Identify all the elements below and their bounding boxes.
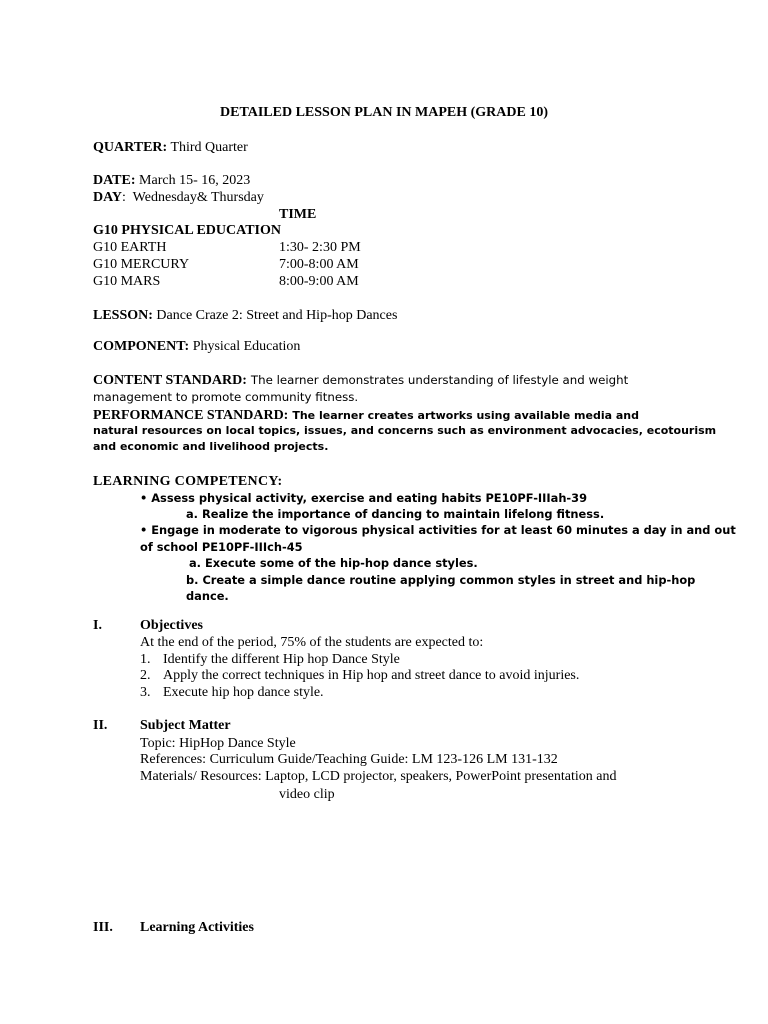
competency-bullet-1: • Assess physical activity, exercise and eating habits PE10PF-IIIah-39 bbox=[140, 491, 588, 505]
component-value: Physical Education bbox=[192, 339, 301, 354]
competency-sub-item: b. Create a simple dance routine applying common styles in street and hip-hop bbox=[186, 573, 696, 587]
schedule-row-name: G10 MARS bbox=[93, 274, 161, 289]
component-label: COMPONENT: bbox=[93, 339, 190, 354]
schedule-row-time: 7:00-8:00 AM bbox=[279, 257, 359, 272]
schedule-row-time: 1:30- 2:30 PM bbox=[279, 240, 361, 255]
schedule-title: G10 PHYSICAL EDUCATION bbox=[93, 223, 281, 238]
content-standard-text: The learner demonstrates understanding of lifestyle and weight bbox=[250, 373, 629, 387]
competency-bullet-2: • Engage in moderate to vigorous physical activities for at least 60 minutes a day in and out bbox=[140, 523, 736, 537]
section-number: II. bbox=[93, 718, 108, 733]
subject-topic: Topic: HipHop Dance Style bbox=[140, 736, 296, 751]
component-line bbox=[93, 338, 300, 355]
subject-references: References: Curriculum Guide/Teaching Guide: LM 123-126 LM 131-132 bbox=[140, 752, 558, 767]
day-label: DAY bbox=[93, 190, 123, 205]
lesson-line bbox=[93, 307, 397, 324]
competency-sub-item: a. Execute some of the hip-hop dance styles. bbox=[189, 556, 478, 570]
performance-standard-line1 bbox=[93, 406, 639, 424]
subject-materials-cont: video clip bbox=[279, 787, 335, 802]
lesson-label: LESSON: bbox=[93, 308, 153, 323]
performance-standard-line3: and economic and livelihood projects. bbox=[93, 440, 329, 453]
content-standard-line1 bbox=[93, 371, 628, 389]
lesson-value: Dance Craze 2: Street and Hip-hop Dances bbox=[156, 308, 398, 323]
competency-bullet-2-cont: of school PE10PF-IIIch-45 bbox=[140, 540, 303, 554]
performance-standard-label: PERFORMANCE STANDARD: bbox=[93, 408, 289, 423]
subject-materials: Materials/ Resources: Laptop, LCD projector, speakers, PowerPoint presentation and bbox=[140, 769, 617, 784]
content-standard-line2: management to promote community fitness. bbox=[93, 390, 359, 404]
subject-matter-heading: Subject Matter bbox=[140, 718, 231, 733]
day-value: : Wednesday& Thursday bbox=[122, 190, 264, 205]
objectives-heading: Objectives bbox=[140, 618, 203, 633]
competency-sub-item: a. Realize the importance of dancing to maintain lifelong fitness. bbox=[186, 507, 605, 521]
performance-standard-line2: natural resources on local topics, issues, and concerns such as environment advocacies, ecotourism bbox=[93, 424, 717, 437]
quarter-line bbox=[93, 139, 248, 156]
objective-text: Identify the different Hip hop Dance Style bbox=[163, 652, 400, 667]
day-line bbox=[93, 189, 264, 206]
objective-text: Apply the correct techniques in Hip hop and street dance to avoid injuries. bbox=[163, 668, 580, 683]
date-label: DATE: bbox=[93, 173, 136, 188]
quarter-label: QUARTER: bbox=[93, 140, 168, 155]
learning-competency-heading: LEARNING COMPETENCY: bbox=[93, 474, 283, 489]
date-value: March 15- 16, 2023 bbox=[139, 173, 251, 188]
date-line bbox=[93, 172, 250, 189]
section-number: III. bbox=[93, 920, 113, 935]
objective-text: Execute hip hop dance style. bbox=[163, 685, 324, 700]
learning-activities-heading: Learning Activities bbox=[140, 920, 254, 935]
schedule-row-time: 8:00-9:00 AM bbox=[279, 274, 359, 289]
competency-sub-item-cont: dance. bbox=[186, 589, 229, 603]
objective-num: 3. bbox=[140, 685, 151, 700]
objective-num: 1. bbox=[140, 652, 151, 667]
content-standard-label: CONTENT STANDARD: bbox=[93, 373, 247, 388]
objective-num: 2. bbox=[140, 668, 151, 683]
objectives-intro: At the end of the period, 75% of the students are expected to: bbox=[140, 635, 484, 650]
schedule-row-name: G10 MERCURY bbox=[93, 257, 190, 272]
time-header: TIME bbox=[279, 207, 317, 222]
page-title: DETAILED LESSON PLAN IN MAPEH (GRADE 10) bbox=[220, 105, 548, 120]
quarter-value: Third Quarter bbox=[170, 140, 248, 155]
schedule-row-name: G10 EARTH bbox=[93, 240, 167, 255]
section-number: I. bbox=[93, 618, 102, 633]
performance-standard-text: The learner creates artworks using available media and bbox=[292, 409, 640, 422]
